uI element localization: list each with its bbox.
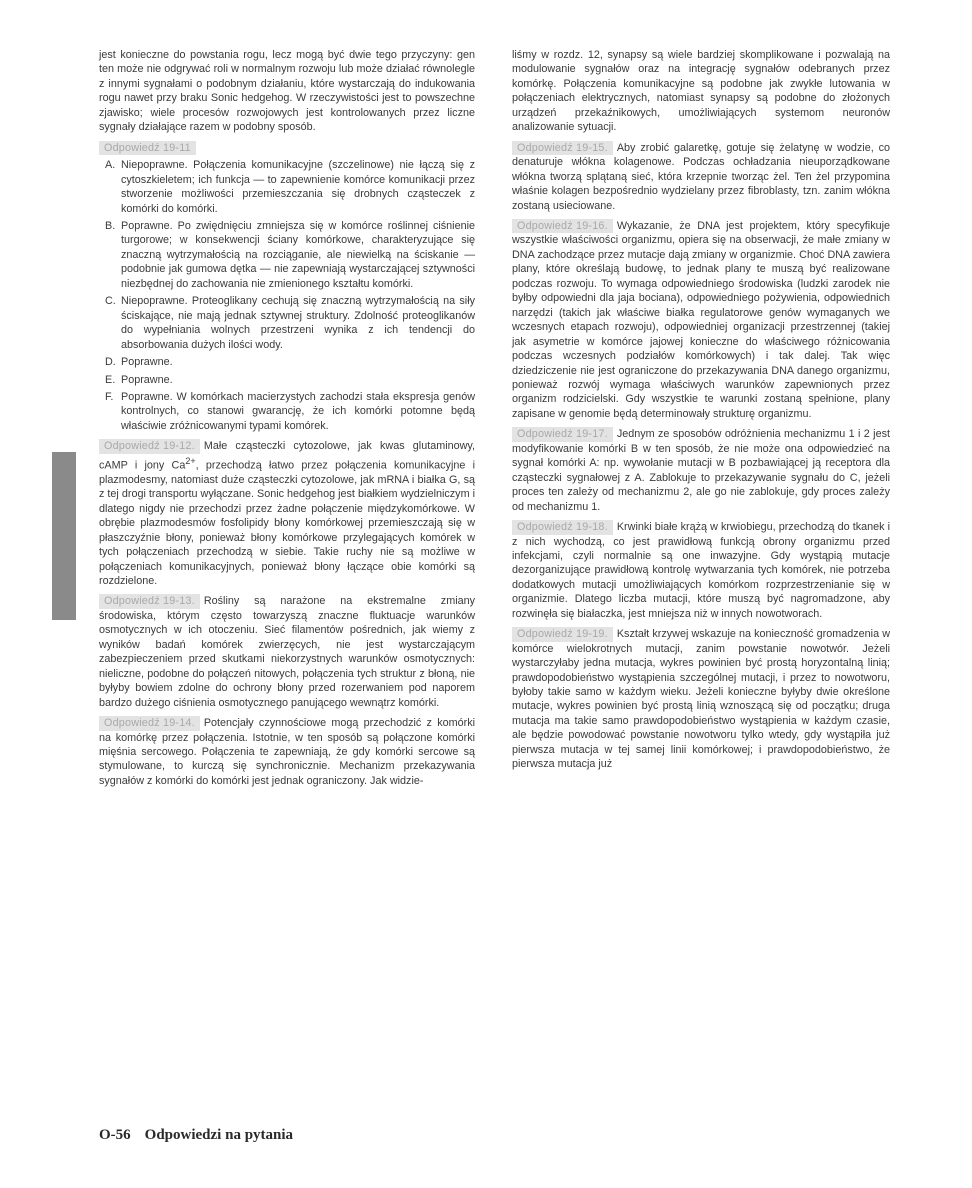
item-letter: A. [105, 159, 116, 172]
answer-19-15-paragraph [512, 141, 890, 213]
answer-19-11-list [99, 158, 475, 433]
answer-text: , przechodzą łatwo przez połączenia komunikacyjne i plazmodesmy, natomiast duże cząsteczki cytozolowe, jak mRNA i białka G, są z tej drogi transportu wyłączane. Sonic hedgehog jest białkiem wydzielniczym i dlatego nigdy nie przechodzi przez żadne połączenie międzykomórkowe. W obrębie plazmodesmów fosfolipidy błony komórkowej przemieszczają się w płaszczyźnie błony, ponieważ błony komórkowe przylegających komórek w tych połączeniach przechodzą w siebie. Takie ruchy nie są możliwe w połączeniach komunikacyjnych, ponieważ błony łączące obie komórki są rozdzielone. [99, 459, 476, 587]
answer-label-badge: Odpowiedź 19-12. [99, 439, 200, 453]
section-title: Odpowiedzi na pytania [144, 1127, 294, 1143]
answer-item-d [99, 355, 475, 369]
answer-label-badge: Odpowiedź 19-18. [512, 520, 613, 534]
answer-label-badge: Odpowiedź 19-14. [99, 716, 200, 730]
item-text: Poprawne. [121, 373, 173, 386]
answer-item-a [99, 158, 475, 216]
answer-label-badge: Odpowiedź 19-13. [99, 594, 200, 608]
item-letter: E. [105, 373, 116, 386]
superscript: 2+ [185, 455, 196, 466]
answer-text: Wykazanie, że DNA jest projektem, który specyfikuje wszystkie właściwości organizmu, opiera się na obserwacji, że małe zmiany w DNA zachodzące przez mutacje dają zmiany w organizmie. Choć DNA zawiera plany, które określają budowę, to jednak plany te muszą być realizowane podczas rozwoju. To wymaga odpowiedniego środowiska (ludzki zarodek nie byłby odpowiedni dla jaja bociana), odpowiedniego pożywienia, odpowiednich narzędzi (takich jak właściwe białka regulatorowe genów wymaganych we wczesnych etapach rozwoju), odpowiedniej organizacji przestrzennej (takiej jak asymetrie w komórce jajowej konieczne do właściwego różnicowania podczas wczesnych podziałów komórkowych) i tak dalej. Tak więc dziedziczenie nie jest ograniczone do przekazywania DNA danego organizmu, ponieważ rozwój wymaga właściwych warunków zapewnionych przez organizm rodzicielski. Gdy wszystkie te warunki zostaną spełnione, plany zapisane w genomie będą determinowały strukturę organizmu. [512, 219, 890, 420]
item-text: Poprawne. Po zwiędnięciu zmniejsza się w komórce roślinnej ciśnienie turgorowe; w konsekwencji ściany komórkowe, charakteryzujące się znaczną wytrzymałością na rozciąganie, ale niewielką na ściskanie — podobnie jak gumowa dętka — nie zapewniają wystarczającej sztywności niezbędnej do zachowania nie zmienionego kształtu komórki. [121, 219, 475, 290]
answer-label-badge: Odpowiedź 19-19. [512, 627, 613, 641]
page-footer [99, 1127, 293, 1144]
right-column [512, 48, 890, 778]
left-intro-paragraph: jest konieczne do powstania rogu, lecz mogą być dwie tego przyczyny: gen ten może nie odgrywać roli w normalnym rozwoju lub może działać równolegle z innymi sygnałami o podobnym działaniu, które wystarczają do indukowania rogu nawet przy braku Sonic hedgehog. W rzeczywistości jest to powszechne zjawisko; wiele procesów rozwojowych jest kontrolowanych przez liczne sygnały działające razem w podobny sposób. [99, 49, 475, 134]
item-letter: F. [105, 390, 114, 403]
page-number: O-56 [99, 1127, 131, 1143]
left-column [99, 48, 475, 794]
answer-item-f [99, 390, 475, 433]
answer-19-17-paragraph [512, 427, 890, 514]
answer-text: Kształt krzywej wskazuje na konieczność gromadzenia w komórce wielokrotnych mutacji, zanim powstanie nowotwór. Jeżeli wystarczyłaby jedna mutacja, wykres powinien być prostą horyzontalną linią; prawdopodobieństwo wystąpienia szczególnej mutacji, i przez to nowotworu, byłoby takie samo w każdym wieku. Jeżeli konieczne byłyby dwie określone mutacje, wykres powinien być prostą linią wznoszącą się od początku; druga mutacja ma takie samo prawdopodobieństwo wystąpienia w każdym czasie, ale będzie powodować powstanie nowotworu tylko wtedy, gdy wystąpiła już pierwsza mutacja w tej samej linii komórkowej; i prawdopodobieństwo, że pierwsza mutacja już [512, 628, 890, 771]
item-letter: D. [105, 356, 116, 369]
chapter-thumb-tab [52, 452, 76, 620]
answer-label-badge: Odpowiedź 19-15. [512, 141, 613, 155]
answer-item-b [99, 219, 475, 291]
answer-19-19-paragraph [512, 627, 890, 772]
answer-text: Potencjały czynnościowe mogą przechodzić z komórki na komórkę przez połączenia. Istotnie, w ten sposób są połączone komórki mięśnia sercowego. Połączenia te zapewniają, że gdy komórki sercowe są stymulowane, to kurczą się synchronicznie. Mechanizm przekazywania sygnałów z komórki do komórki jest jednak ograniczony. Jak widzie- [99, 717, 475, 787]
answer-label-badge: Odpowiedź 19-17. [512, 427, 613, 441]
answer-text: Rośliny są narażone na ekstremalne zmiany środowiska, którym często towarzyszą znaczne fluktuacje warunków osmotycznych w ich otoczeniu. Sieć filamentów pośrednich, jak wiemy z wyników badań komórek zwierzęcych, nie jest wystarczającym zabezpieczeniem przed skutkami niekorzystnych warunków osmotycznych: nieliczne, podobne do połączeń nitowych, połączenia tych struktur z błoną, nie byłyby bowiem zdolne do ochrony błony przed rozerwaniem pod naporem bardzo dużego ciśnienia osmotycznego panującego wewnątrz komórki. [99, 595, 475, 709]
item-letter: C. [105, 295, 116, 308]
answer-19-11-heading [99, 141, 475, 155]
answer-label-badge: Odpowiedź 19-16. [512, 219, 613, 233]
answer-item-c [99, 294, 475, 352]
item-text: Poprawne. [121, 356, 173, 369]
right-intro-paragraph: liśmy w rozdz. 12, synapsy są wiele bardziej skomplikowane i pozwalają na modulowanie sygnałów oraz na integrację sygnałów odebranych przez komórkę. Połączenia komunikacyjne są podobne jak zwykłe lutowania w połączeniach elektrycznych, natomiast synapsy są podobne do złożonych urządzeń przekaźnikowych, umożliwiających systemom neuronów analizowanie sytuacji. [512, 49, 890, 134]
item-text: Niepoprawne. Połączenia komunikacyjne (szczelinowe) nie łączą się z cytoszkieletem; ich funkcja — to zapewnienie komórce komunikacji przez stworzenie możliwości przemieszczania się drobnych cząsteczek z komórki do komórki. [121, 159, 475, 215]
answer-text: Jednym ze sposobów odróżnienia mechanizmu 1 i 2 jest modyfikowanie komórki B w ten sposób, że nie może ona odpowiedzieć na sygnał komórki A: np. wywołanie mutacji w B pozbawiającej ją receptora dla cząsteczki sygnałowej z A. Zablokuje to przekazywanie sygnału do C, jeżeli proces ten zależy od mechanizmu 2, ale go nie zablokuje, gdy proces zależy od mechanizmu 1. [512, 428, 890, 513]
answer-text: Krwinki białe krążą w krwiobiegu, przechodzą do tkanek i z nich wychodzą, co jest prawidłową funkcją obrony organizmu przed infekcjami, czyli normalnie są one inwazyjne. Gdy wystąpią mutacje dezorganizujące prawidłową kontrolę wytwarzania tych komórek, nie potrzeba dodatkowych mutacji umożliwiających komórkom rozprzestrzenianie się w organizmie. Dlatego liczba mutacji, które muszą być nagromadzone, aby rozwinęła się białaczka, jest mniejsza niż w innych nowotworach. [512, 521, 890, 620]
answer-label-badge: Odpowiedź 19-11 [99, 141, 196, 155]
answer-19-14-paragraph [99, 716, 475, 788]
item-text: Niepoprawne. Proteoglikany cechują się znaczną wytrzymałością na siły ściskające, nie mają jednak sztywnej struktury. Zdolność proteoglikanów do wypełniania wolnych przestrzeni wynika z ich tendencji do absorbowania dużych ilości wody. [121, 295, 475, 351]
item-letter: B. [105, 219, 116, 232]
answer-19-18-paragraph [512, 520, 890, 621]
item-text: Poprawne. W komórkach macierzystych zachodzi stała ekspresja genów kontrolnych, co stanowi gwarancję, że ich komórki potomne będą właściwie zróżnicowanymi typami komórek. [121, 390, 475, 432]
answer-19-12-paragraph [99, 439, 475, 588]
answer-item-e [99, 373, 475, 387]
answer-19-13-paragraph [99, 594, 475, 710]
answer-text: Małe cząsteczki cytozolowe, jak kwas glutaminowy, cAMP i jony Ca [99, 440, 475, 472]
answer-19-16-paragraph [512, 219, 890, 421]
answer-text: Aby zrobić galaretkę, gotuje się żelatynę w wodzie, co denaturuje włókna kolagenowe. Podczas ochładzania nieuporządkowane włókna tworzą splątaną sieć, która krzepnie tworząc żel. Ten żel przypomina właśnie kolagen bezpośrednio wydzielany przez fibroblasty, tzn. zanim włókna zostaną usieciowane. [512, 141, 890, 212]
